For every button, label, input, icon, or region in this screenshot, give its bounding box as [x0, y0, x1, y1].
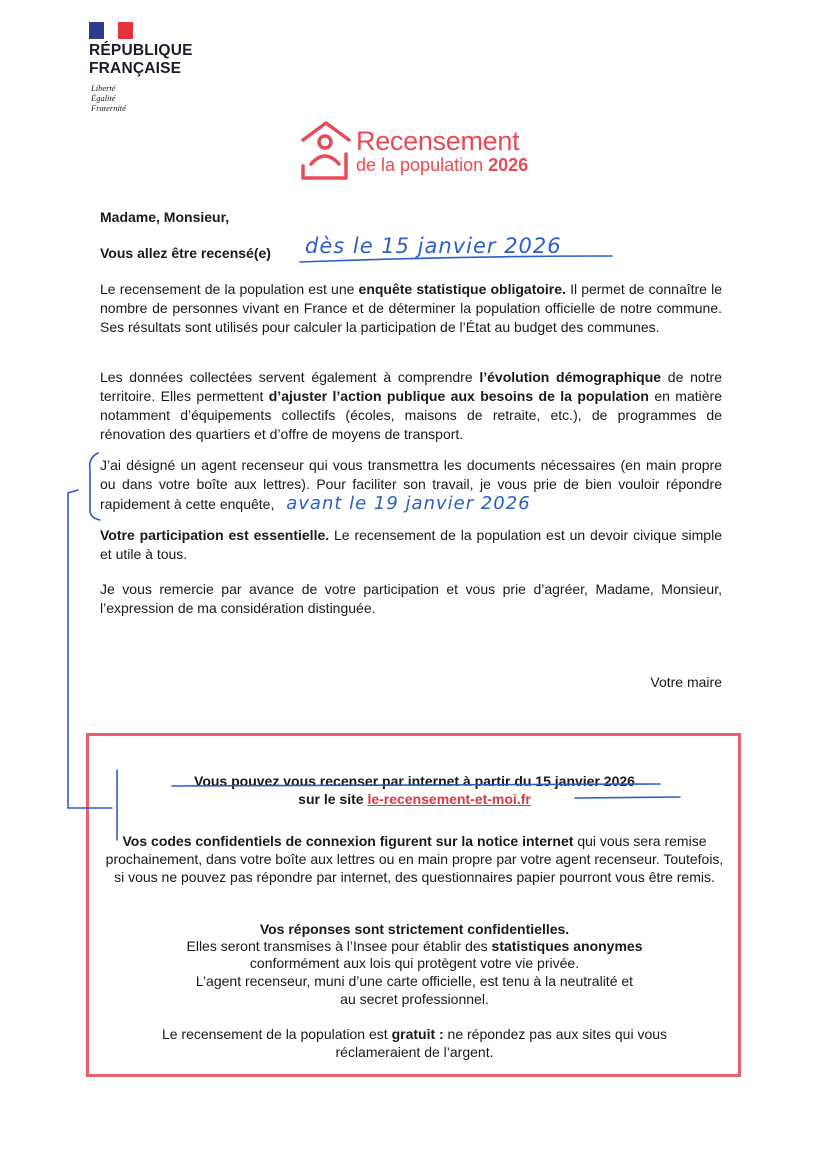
underline-mark [575, 797, 680, 798]
devise-line: Liberté [91, 83, 116, 93]
devise-line: Fraternité [91, 103, 126, 113]
logo-line: FRANÇAISE [89, 60, 182, 77]
free-line: Le recensement de la population est gratuit : ne répondez pas aux sites qui vous [161, 1026, 668, 1042]
logo-subtitle: de la population [356, 155, 484, 175]
confidential-line: Elles seront transmises à l’Insee pour établir des statistiques anonymes [186, 938, 643, 954]
confidential-line: conformément aux lois qui protègent votre vie privée. [249, 955, 580, 971]
underline-mark [300, 256, 612, 262]
bracket-mark [90, 453, 100, 520]
website-link[interactable]: le-recensement-et-moi.fr [367, 791, 531, 807]
paragraph-4: Votre participation est essentielle. Le recensement de la population est un devoir civique simple et utile à tous. [100, 527, 722, 562]
paragraph-2: Les données collectées servent également à comprendre l’évolution démographique de notre territoire. Elles permettent d’ajuster l’action publique aux besoins de la population en matière notamment d’équipements collectifs (écoles, maisons de retraite, etc.), de programmes de rénovation des quartiers et d’offre de moyens de transport. [100, 369, 722, 442]
salutation: Madame, Monsieur, [100, 209, 230, 225]
logo-year: 2026 [488, 155, 529, 175]
paragraph-5: Je vous remercie par avance de votre participation et vous prie d’agréer, Madame, Monsieur, l’expression de ma considération distinguée. [100, 581, 722, 616]
codes-paragraph: Vos codes confidentiels de connexion figurent sur la notice internet qui vous sera remise prochainement, dans votre boîte aux lettres ou en main propre par votre agent recenseur. Toutefois, si vous ne pouvez pas répondre par internet, des questionnaires papier pourront vous être remis. [105, 833, 724, 885]
census-date-handwritten: dès le 15 janvier 2026 [305, 234, 562, 258]
paragraph-1: Le recensement de la population est une enquête statistique obligatoire. Il permet de connaître le nombre de personnes vivant en France et de déterminer la population officielle de notre commune. Ses résultats sont utilisés pour calculer la participation de l’État au budget des communes. [100, 281, 722, 335]
confidential-title: Vos réponses sont strictement confidentielles. [259, 921, 570, 937]
devise-line: Égalité [91, 93, 116, 103]
confidential-line: L’agent recenseur, muni d’une carte officielle, est tenu à la neutralité et [195, 973, 634, 989]
underline-mark [172, 784, 660, 786]
free-line: réclameraient de l’argent. [335, 1044, 494, 1060]
deadline-handwritten: avant le 19 janvier 2026 [286, 493, 531, 514]
website-line: sur le site le-recensement-et-moi.fr [298, 791, 531, 807]
census-date-label: Vous allez être recensé(e) [100, 245, 271, 261]
logo-line: RÉPUBLIQUE [89, 42, 193, 59]
internet-date-line: Vous pouvez vous recenser par internet à partir du 15 janvier 2026 [194, 773, 635, 789]
signature: Votre maire [650, 674, 722, 690]
confidential-line: au secret professionnel. [340, 991, 489, 1007]
paragraph-3: J’ai désigné un agent recenseur qui vous transmettra les documents nécessaires (en main propre ou dans votre boîte aux lettres). Pour faciliter son travail, je vous prie de bien vouloir répondre rapidement à cette enquête, avant le 19 janvier 2026 [100, 457, 722, 514]
connector-line [68, 490, 112, 808]
logo-title: Recensement [356, 126, 520, 156]
